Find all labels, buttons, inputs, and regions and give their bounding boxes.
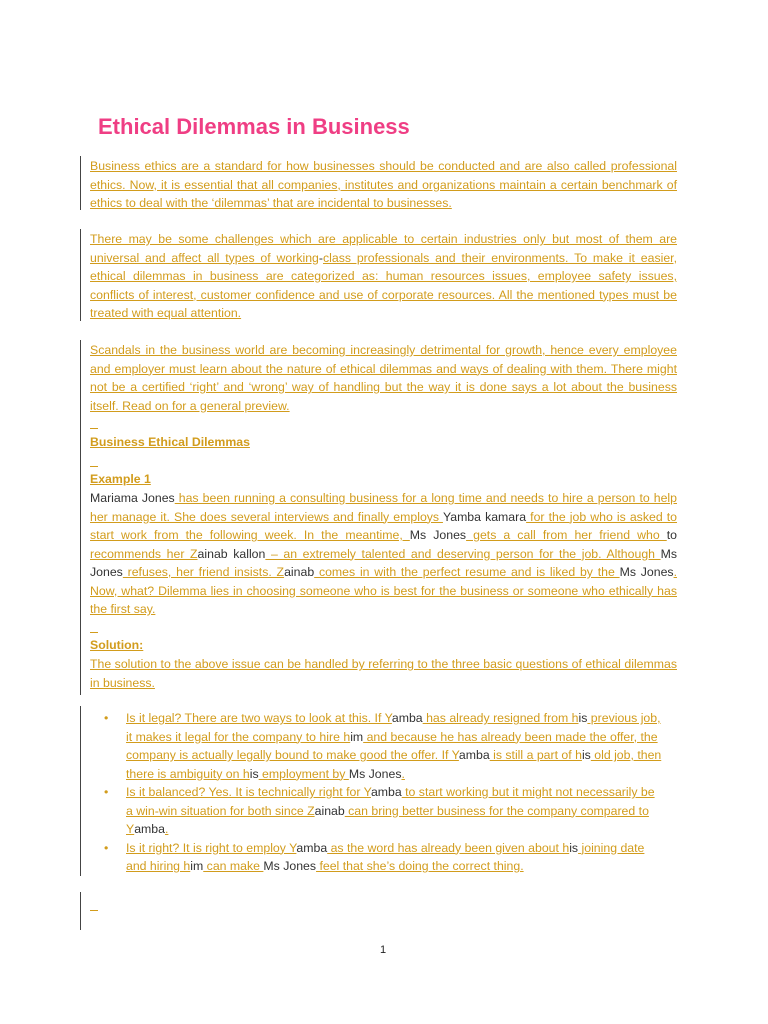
bullet-icon: •: [104, 840, 109, 855]
text-run: recommends her Z: [90, 546, 198, 561]
text-run: gets a call from her friend who: [466, 528, 667, 542]
ethical-questions-list: [104, 709, 664, 876]
text-run: is: [578, 711, 588, 725]
change-bar: [80, 156, 81, 210]
text-run: refuses, her friend insists. Z: [122, 565, 285, 579]
change-bar: [80, 340, 81, 695]
text-run: .: [164, 822, 169, 836]
text-run: Ms Jones: [263, 859, 317, 873]
heading-business-ethical-dilemmas: [90, 433, 677, 452]
text-run: is: [569, 840, 579, 855]
heading-text: Solution:: [90, 638, 144, 652]
text-run: can bring better business for the company compared to Y: [126, 803, 649, 836]
text-run: and because he has already been made the offer, the company is actually legally bound to make good the offer. If Y: [126, 729, 658, 762]
text-run: amba: [296, 840, 328, 855]
heading-text: Business Ethical Dilemmas: [90, 435, 250, 449]
text-run: Ms Jones: [409, 528, 467, 542]
text-run: can make: [203, 859, 264, 873]
text-run: for the job who is asked to start work from the following week. In the meantime,: [90, 509, 677, 542]
text-run: . Now, what? Dilemma lies in choosing someone who is best for the business or someone who ethically has the first say.: [90, 565, 677, 616]
text-run: Yamba kamara: [442, 509, 527, 524]
empty-inserted-line: [90, 466, 98, 467]
text-run: previous job, it makes it legal for the company to hire h: [126, 711, 661, 744]
text-run: as the word has already been given about h: [327, 840, 570, 855]
text-run: Is it right? It is right to employ Y: [126, 840, 297, 855]
paragraph-scandals: [90, 341, 677, 415]
text-run: Ms Jones: [619, 565, 674, 579]
text-run: has already resigned from h: [422, 711, 579, 725]
text-run: has been running a consulting business for a long time and needs to hire a person to help her manage it. She does several interviews and finally employs: [90, 491, 677, 524]
bullet-icon: •: [104, 785, 109, 799]
text-run: joining date and hiring h: [126, 840, 645, 873]
empty-inserted-line: [90, 632, 98, 633]
text-run: – an extremely talented and deserving person for the job. Although: [265, 546, 661, 561]
paragraph-solution: [90, 655, 677, 692]
text-run: amba: [391, 711, 423, 725]
text-run: .: [401, 766, 405, 781]
text-run: is: [249, 766, 259, 781]
paragraph-solution-text: The solution to the above issue can be handled by referring to the three basic questions of ethical dilemmas in business.: [90, 657, 677, 690]
paragraph-categories: [90, 230, 677, 323]
text-run: Is it legal? There are two ways to look at this. If Y: [126, 711, 392, 725]
paragraph-intro: [90, 157, 677, 213]
text-run: to start working but it might not necessarily be a win-win situation for both since Z: [126, 785, 655, 818]
change-bar: [80, 229, 81, 321]
text-run: feel that she’s doing the correct thing.: [316, 859, 524, 873]
text-run: is still a part of h: [489, 748, 582, 762]
text-run: Ms Jones: [348, 766, 402, 781]
text-run: is: [581, 748, 591, 762]
change-bar: [80, 892, 81, 930]
heading-text: Example 1: [90, 472, 151, 486]
empty-inserted-line: [90, 910, 98, 911]
change-bar: [80, 706, 81, 876]
text-run: amba: [370, 785, 402, 799]
paragraph-example: [90, 489, 677, 619]
text-run: ainab: [314, 803, 345, 818]
text-run: ainab: [284, 565, 315, 579]
text-run: employment by: [258, 766, 349, 781]
text-run: Mariama Jones: [90, 491, 175, 505]
text-run: amba: [134, 822, 165, 836]
paragraph-categories-text-2: class professionals and their environments. To make it easier, ethical dilemmas in business are categorized as: human resources issues, employee safety issues, conflicts of interest, customer confidence and use of corporate resources. All the mentioned types must be treated with equal attention.: [90, 250, 677, 320]
empty-inserted-line: [90, 428, 98, 429]
text-run: old job, then there is ambiguity on h: [126, 748, 662, 781]
text-run: amba: [458, 748, 490, 762]
hyphen: -: [318, 250, 323, 265]
list-item: [104, 709, 664, 783]
document-title: Ethical Dilemmas in Business: [98, 114, 410, 139]
text-run: comes in with the perfect resume and is liked by the: [314, 565, 620, 579]
text-run: Is it balanced? Yes. It is technically right for Y: [126, 785, 371, 799]
page-number: 1: [380, 944, 387, 956]
paragraph-scandals-text: Scandals in the business world are becoming increasingly detrimental for growth, hence every employee and employer must learn about the nature of ethical dilemmas and ways of dealing with them. There might not be a certified ‘right’ and ‘wrong’ way of handling but the way it is done says a lot about the business itself. Read on for a general preview.: [90, 343, 677, 413]
text-run: Ms Jones: [90, 546, 677, 579]
list-item: [104, 839, 664, 876]
paragraph-intro-text: Business ethics are a standard for how businesses should be conducted and are also called professional ethics. Now, it is essential that all companies, institutes and organizations maintain a certain benchmark of ethics to deal with the ‘dilemmas’ that are incidental to businesses.: [90, 159, 677, 210]
heading-example-1: [90, 470, 677, 489]
text-run: im: [190, 859, 204, 873]
text-run: im: [350, 729, 364, 744]
list-item: [104, 783, 664, 839]
text-run: ainab kallon: [197, 546, 266, 561]
text-run: to: [666, 528, 677, 542]
bullet-icon: •: [104, 711, 109, 725]
paragraph-categories-text-1: There may be some challenges which are applicable to certain industries only but most of them are universal and affect all types of working: [90, 232, 677, 265]
heading-solution: [90, 636, 677, 655]
